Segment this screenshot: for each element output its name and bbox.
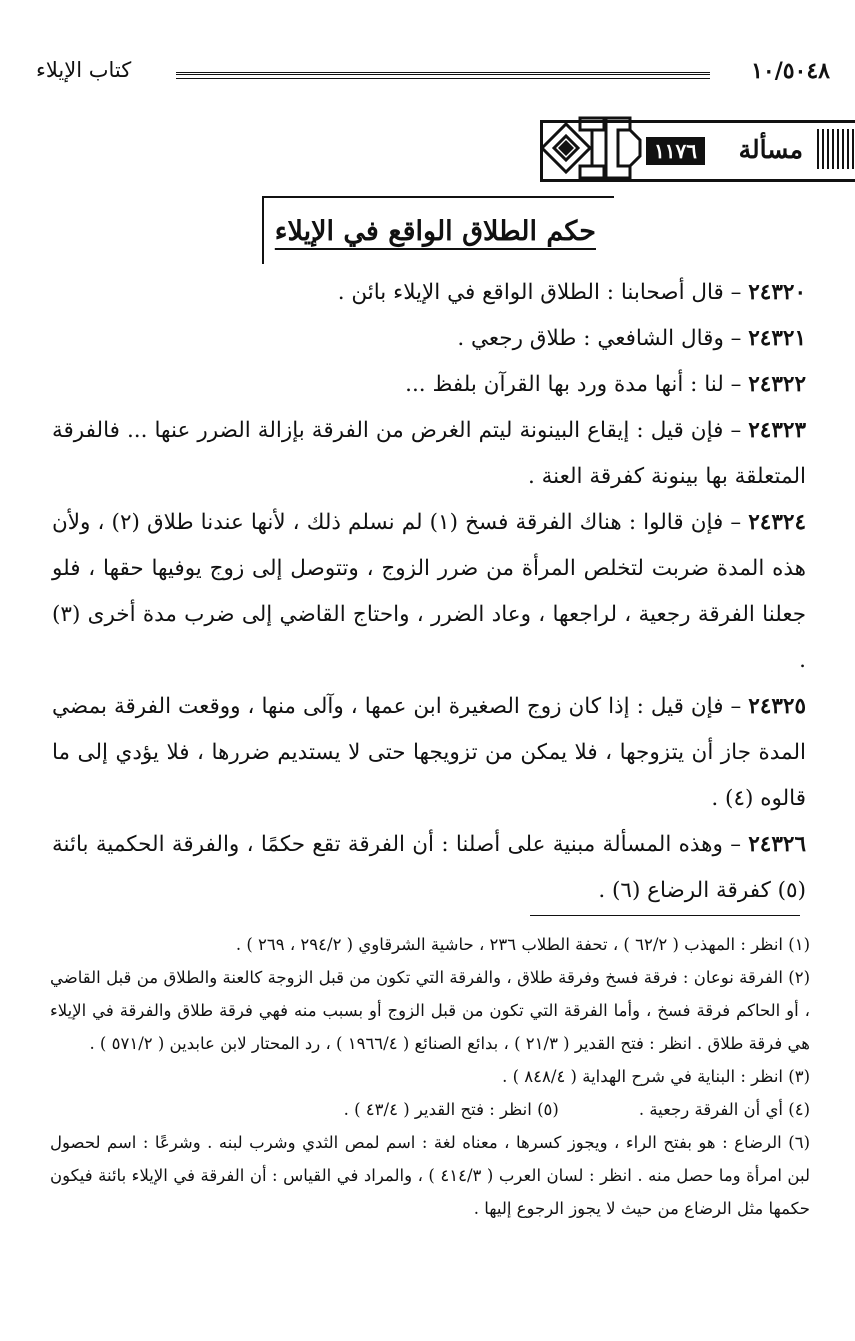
footnote-row	[50, 1093, 810, 1126]
paragraph-text: قال أصحابنا : الطلاق الواقع في الإيلاء بائن .	[337, 280, 724, 305]
footnote: (٦) الرضاع : هو بفتح الراء ، ويجوز كسرها ، معناه لغة : اسم لمص الثدي وشرب لبنه . وشرعًا : اسم لحصول لبن امرأة وما حصل منه . انظر : لسان العرب ( ٤١٤/٣ ) ، والمراد في القياس : أن الفرقة في الإيلاء بائنة فيكون حكمها مثل الرضاع من حيث لا يجوز الرجوع إليها .	[50, 1133, 810, 1218]
book-title: كتاب الإيلاء	[36, 58, 132, 82]
paragraph: ٢٤٣٢٠ – قال أصحابنا : الطلاق الواقع في الإيلاء بائن .	[337, 280, 806, 305]
footnote: (٤) أي أن الفرقة رجعية .	[638, 1100, 810, 1119]
paragraph-text: وقال الشافعي : طلاق رجعي .	[457, 326, 724, 351]
masala-label: مسألة	[738, 135, 803, 164]
paragraph-number: ٢٤٣٢٤	[748, 510, 806, 535]
paragraph-number: ٢٤٣٢١	[748, 326, 806, 351]
footnotes	[50, 928, 810, 1225]
footnote: (٢) الفرقة نوعان : فرقة فسخ وفرقة طلاق ، والفرقة التي تكون من قبل الزوجة كالعنة والطلاق من قبل القاضي ، أو الحاكم فرقة فسخ ، وأما الفرقة التي تكون من قبل الزوج أو بسبب منه فهي فرقة طلاق والفرقة في الإيلاء هي فرقة طلاق . انظر : فتح القدير ( ٢١/٣ ) ، بدائع الصنائع ( ١٩٦٦/٤ ) ، رد المحتار لابن عابدين ( ٥٧١/٢ ) .	[50, 968, 810, 1053]
paragraph-number: ٢٤٣٢٦	[748, 832, 806, 857]
paragraph-number: ٢٤٣٢٠	[748, 280, 806, 305]
paragraph-text: فإن قالوا : هناك الفرقة فسخ (١) لم نسلم ذلك ، لأنها عندنا طلاق (٢) ، ولأن هذه المدة ضربت لتخلص المرأة من ضرر الزوج ، وتتوصل إلى زوج يوفيها حقها ، فلو جعلنا الفرقة رجعية ، لراجعها ، وعاد الضرر ، واحتاج القاضي إلى ضرب مدة أخرى (٣) .	[52, 510, 806, 673]
paragraph: ٢٤٣٢٦ – وهذه المسألة مبنية على أصلنا : أن الفرقة تقع حكمًا ، والفرقة الحكمية بائنة (٥) كفرقة الرضاع (٦) .	[52, 832, 806, 903]
paragraph-number: ٢٤٣٢٥	[748, 694, 807, 719]
footnote-separator	[530, 915, 800, 916]
paragraph-number: ٢٤٣٢٣	[748, 418, 806, 443]
paragraph-text: لنا : أنها مدة ورد بها القرآن بلفظ ...	[405, 372, 724, 397]
paragraph: ٢٤٣٢٥ – فإن قيل : إذا كان زوج الصغيرة ابن عمها ، وآلى منها ، ووقعت الفرقة بمضي المدة جاز أن يتزوجها ، فلا يمكن من تزويجها حتى لا يستديم ضررها ، فلا يؤدي إلى ما قالوه (٤) .	[52, 694, 807, 811]
geometric-ornament-icon	[540, 110, 644, 186]
paragraph-text: وهذه المسألة مبنية على أصلنا : أن الفرقة تقع حكمًا ، والفرقة الحكمية بائنة (٥) كفرقة الرضاع (٦) .	[52, 832, 806, 903]
main-text	[52, 270, 806, 914]
paragraph: ٢٤٣٢٢ – لنا : أنها مدة ورد بها القرآن بلفظ ...	[405, 372, 806, 397]
section-title-box	[262, 196, 614, 264]
section-title: حكم الطلاق الواقع في الإيلاء	[274, 216, 596, 247]
footnote: (١) انظر : المهذب ( ٦٢/٢ ) ، تحفة الطلاب ٢٣٦ ، حاشية الشرقاوي ( ٢٩٤/٢ ، ٢٦٩ ) .	[235, 935, 810, 954]
banner-bars-ornament	[817, 129, 855, 169]
footnote: (٥) انظر : فتح القدير ( ٤٣/٤ ) .	[343, 1100, 559, 1119]
paragraph-number: ٢٤٣٢٢	[748, 372, 806, 397]
paragraph: ٢٤٣٢١ – وقال الشافعي : طلاق رجعي .	[457, 326, 806, 351]
masala-number: ١١٧٦	[646, 137, 705, 165]
paragraph-text: فإن قيل : إذا كان زوج الصغيرة ابن عمها ، وآلى منها ، ووقعت الفرقة بمضي المدة جاز أن يتزوجها ، فلا يمكن من تزويجها حتى لا يستديم ضررها ، فلا يؤدي إلى ما قالوه (٤) .	[52, 694, 806, 811]
paragraph-text: فإن قيل : إيقاع البينونة ليتم الغرض من الفرقة بإزالة الضرر عنها ... فالفرقة المتعلقة بها بينونة كفرقة العنة .	[52, 418, 806, 489]
page-number: ١٠/٥٠٤٨	[751, 58, 830, 84]
paragraph: ٢٤٣٢٤ – فإن قالوا : هناك الفرقة فسخ (١) لم نسلم ذلك ، لأنها عندنا طلاق (٢) ، ولأن هذه المدة ضربت لتخلص المرأة من ضرر الزوج ، وتتوصل إلى زوج يوفيها حقها ، فلو جعلنا الفرقة رجعية ، لراجعها ، وعاد الضرر ، واحتاج القاضي إلى ضرب مدة أخرى (٣) .	[52, 510, 806, 673]
paragraph: ٢٤٣٢٣ – فإن قيل : إيقاع البينونة ليتم الغرض من الفرقة بإزالة الضرر عنها ... فالفرقة المتعلقة بها بينونة كفرقة العنة .	[52, 418, 806, 489]
running-header	[36, 58, 830, 88]
header-rule-thin	[176, 78, 710, 79]
footnote: (٣) انظر : البناية في شرح الهداية ( ٨٤٨/٤ ) .	[502, 1067, 810, 1086]
